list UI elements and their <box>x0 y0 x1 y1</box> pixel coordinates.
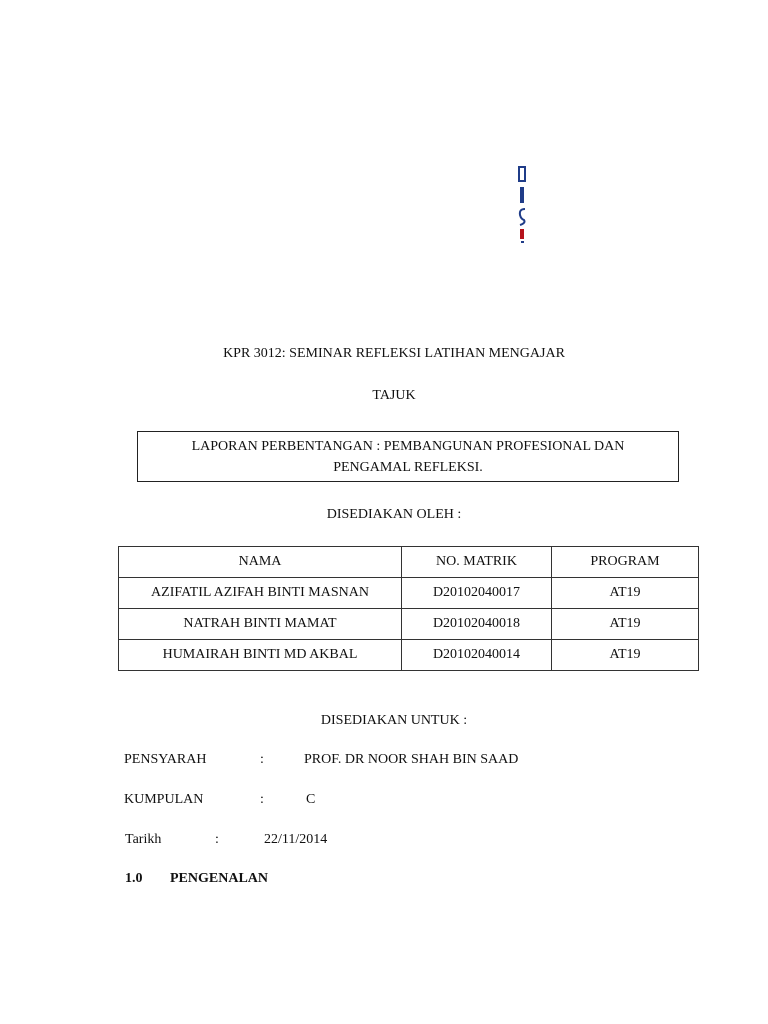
date-label: Tarikh <box>125 832 162 847</box>
student-program: AT19 <box>552 640 699 671</box>
prepared-by-label: DISEDIAKAN OLEH : <box>326 507 462 522</box>
section-number: 1.0 <box>125 871 143 886</box>
group-label: KUMPULAN <box>124 792 204 807</box>
lecturer-label: PENSYARAH <box>124 752 207 767</box>
tajuk-label: TAJUK <box>372 388 416 403</box>
table-row <box>119 578 699 609</box>
student-matric: D20102040018 <box>402 609 552 640</box>
student-name: AZIFATIL AZIFAH BINTI MASNAN <box>119 578 402 609</box>
date-separator: : <box>215 832 219 847</box>
report-title-box <box>137 431 679 482</box>
student-program: AT19 <box>552 578 699 609</box>
student-name: HUMAIRAH BINTI MD AKBAL <box>119 640 402 671</box>
university-logo-fragment <box>518 165 528 245</box>
report-title-line-1: LAPORAN PERBENTANGAN : PEMBANGUNAN PROFESIONAL DAN <box>191 439 625 454</box>
table-row <box>119 640 699 671</box>
group-value: C <box>306 792 316 807</box>
student-matric: D20102040014 <box>402 640 552 671</box>
date-value: 22/11/2014 <box>264 832 328 847</box>
table-row <box>119 609 699 640</box>
student-matric: D20102040017 <box>402 578 552 609</box>
prepared-for-label: DISEDIAKAN UNTUK : <box>320 713 468 728</box>
section-title: PENGENALAN <box>170 871 269 886</box>
column-header-program: PROGRAM <box>552 547 699 578</box>
students-table <box>118 546 699 671</box>
student-program: AT19 <box>552 609 699 640</box>
student-name: NATRAH BINTI MAMAT <box>119 609 402 640</box>
course-title: KPR 3012: SEMINAR REFLEKSI LATIHAN MENGAJAR <box>223 346 565 361</box>
lecturer-value: PROF. DR NOOR SHAH BIN SAAD <box>304 752 519 767</box>
lecturer-separator: : <box>260 752 264 767</box>
group-separator: : <box>260 792 264 807</box>
report-title-line-2: PENGAMAL REFLEKSI. <box>333 460 483 475</box>
column-header-nama: NAMA <box>119 547 402 578</box>
column-header-no-matrik: NO. MATRIK <box>402 547 552 578</box>
table-header-row <box>119 547 699 578</box>
